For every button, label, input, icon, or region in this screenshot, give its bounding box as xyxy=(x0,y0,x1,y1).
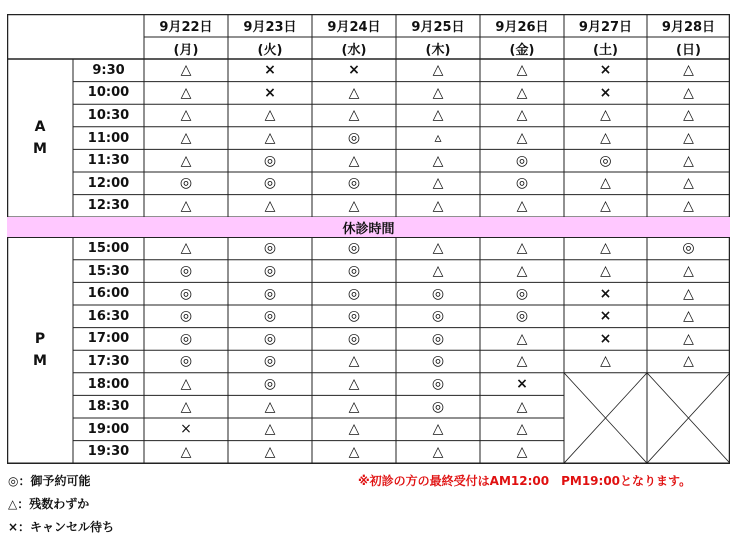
availability-cell: ◎ xyxy=(431,398,445,415)
availability-cell: △ xyxy=(432,443,444,460)
availability-cell: ◎ xyxy=(263,240,277,257)
time-slot-label: 11:00 xyxy=(87,130,130,146)
availability-cell: × xyxy=(599,62,612,79)
availability-cell: △ xyxy=(600,263,611,280)
availability-cell: ◎ xyxy=(682,240,695,257)
availability-cell: △ xyxy=(348,376,360,393)
legend-available: ◎：御予約可能 xyxy=(8,474,91,488)
am-period-label xyxy=(7,59,73,217)
availability-cell: △ xyxy=(516,398,528,415)
availability-cell: △ xyxy=(516,240,528,257)
availability-cell: △ xyxy=(600,353,611,370)
availability-cell: △ xyxy=(683,130,694,147)
availability-cell: △ xyxy=(683,84,694,101)
availability-cell: △ xyxy=(180,443,192,460)
availability-cell: ◎ xyxy=(347,240,361,257)
availability-cell: × xyxy=(264,84,276,101)
availability-cell: △ xyxy=(180,130,192,147)
availability-cell: △ xyxy=(600,197,611,214)
availability-cell: △ xyxy=(348,84,360,101)
time-slot-label: 9:30 xyxy=(92,62,125,78)
availability-cell: △ xyxy=(264,398,276,415)
time-slot-label: 11:30 xyxy=(87,153,130,169)
availability-cell: ◎ xyxy=(263,175,277,192)
availability-cell: △ xyxy=(683,197,694,214)
availability-cell: ◎ xyxy=(263,330,277,347)
period-letter: M xyxy=(33,353,47,370)
availability-cell: △ xyxy=(683,285,694,302)
period-letter: M xyxy=(33,141,47,158)
availability-cell: ◎ xyxy=(431,353,445,370)
availability-cell: ◎ xyxy=(431,285,445,302)
availability-cell: △ xyxy=(516,197,528,214)
availability-cell: ◎ xyxy=(347,285,361,302)
availability-cell: △ xyxy=(683,152,694,169)
availability-cell: ◎ xyxy=(515,152,529,169)
time-slot-label: 16:00 xyxy=(87,286,130,302)
availability-cell: △ xyxy=(683,353,694,370)
availability-cell: ▵ xyxy=(434,130,442,147)
availability-cell: △ xyxy=(348,107,360,124)
availability-cell: △ xyxy=(600,175,611,192)
day-weekday-header: (土) xyxy=(593,42,618,58)
availability-cell: △ xyxy=(683,330,694,347)
day-weekday-header: (水) xyxy=(341,42,367,58)
day-date-header: 9月24日 xyxy=(327,20,381,35)
time-slot-label: 12:30 xyxy=(87,198,130,214)
availability-cell: ◎ xyxy=(515,308,529,325)
day-weekday-header: (火) xyxy=(257,42,283,58)
availability-cell: △ xyxy=(600,240,611,257)
period-letter: A xyxy=(34,119,46,136)
availability-cell: ◎ xyxy=(347,330,361,347)
availability-cell: △ xyxy=(516,263,528,280)
availability-cell: × xyxy=(348,62,360,79)
availability-cell: △ xyxy=(348,353,360,370)
availability-cell: △ xyxy=(683,263,694,280)
day-date-header: 9月22日 xyxy=(159,20,213,35)
availability-cell: ◎ xyxy=(431,308,445,325)
availability-cell: × xyxy=(599,285,612,302)
time-slot-label: 12:00 xyxy=(87,175,130,191)
availability-cell: ◎ xyxy=(347,308,361,325)
availability-cell: ◎ xyxy=(431,376,445,393)
availability-cell: × xyxy=(599,84,612,101)
time-slot-label: 15:30 xyxy=(87,263,130,279)
availability-cell: △ xyxy=(432,240,444,257)
availability-cell: △ xyxy=(516,107,528,124)
day-date-header: 9月28日 xyxy=(661,20,716,35)
availability-cell: △ xyxy=(432,175,444,192)
availability-cell: ◎ xyxy=(431,330,445,347)
availability-cell: ◎ xyxy=(179,353,193,370)
availability-cell: ◎ xyxy=(263,285,277,302)
day-date-header: 9月26日 xyxy=(495,20,549,35)
availability-cell: △ xyxy=(180,84,192,101)
availability-cell: △ xyxy=(600,107,611,124)
availability-cell: △ xyxy=(180,197,192,214)
time-slot-label: 15:00 xyxy=(87,240,130,256)
availability-cell: △ xyxy=(432,152,444,169)
availability-cell: ◎ xyxy=(263,152,277,169)
availability-cell: △ xyxy=(516,353,528,370)
availability-cell: △ xyxy=(683,175,694,192)
availability-cell: △ xyxy=(432,84,444,101)
availability-cell: △ xyxy=(432,263,444,280)
availability-cell: △ xyxy=(683,62,694,79)
availability-cell: △ xyxy=(180,240,192,257)
availability-cell: ◎ xyxy=(347,130,361,147)
time-slot-label: 10:00 xyxy=(87,85,130,101)
availability-cell: △ xyxy=(348,421,360,438)
day-weekday-header: (木) xyxy=(425,42,451,58)
availability-cell: △ xyxy=(516,421,528,438)
availability-cell: ◎ xyxy=(263,353,277,370)
availability-cell: ◎ xyxy=(263,263,277,280)
availability-cell: ◎ xyxy=(347,175,361,192)
availability-cell: × xyxy=(599,308,612,325)
availability-cell: △ xyxy=(264,421,276,438)
availability-cell: △ xyxy=(348,197,360,214)
availability-cell: ◎ xyxy=(515,285,529,302)
day-date-header: 9月25日 xyxy=(411,20,465,35)
legend-few-left: △：残数わずか xyxy=(8,497,90,511)
availability-cell: △ xyxy=(683,308,694,325)
period-letter: P xyxy=(34,331,46,348)
day-weekday-header: (金) xyxy=(509,42,535,58)
availability-cell: × xyxy=(180,421,192,438)
availability-cell: ◎ xyxy=(263,308,277,325)
availability-cell: ◎ xyxy=(515,175,529,192)
availability-cell: △ xyxy=(348,152,360,169)
time-slot-label: 17:00 xyxy=(87,331,130,347)
availability-cell: ◎ xyxy=(179,175,193,192)
time-slot-label: 19:30 xyxy=(87,444,130,460)
availability-cell: △ xyxy=(516,443,528,460)
time-slot-label: 18:30 xyxy=(87,399,130,415)
availability-cell: △ xyxy=(516,130,528,147)
availability-cell: ◎ xyxy=(347,263,361,280)
day-date-header: 9月27日 xyxy=(578,20,633,35)
availability-cell: ◎ xyxy=(263,376,277,393)
pm-period-label xyxy=(7,237,73,463)
availability-cell: ◎ xyxy=(179,285,193,302)
availability-cell: △ xyxy=(516,62,528,79)
availability-cell: ◎ xyxy=(599,152,612,169)
day-weekday-header: (月) xyxy=(173,42,199,58)
availability-cell: △ xyxy=(348,398,360,415)
time-slot-label: 10:30 xyxy=(87,107,130,123)
availability-cell: △ xyxy=(264,107,276,124)
availability-cell: ◎ xyxy=(179,330,193,347)
availability-cell: △ xyxy=(516,330,528,347)
availability-cell: × xyxy=(599,330,612,347)
availability-cell: ◎ xyxy=(179,308,193,325)
availability-cell: △ xyxy=(180,152,192,169)
day-weekday-header: (日) xyxy=(676,42,701,58)
availability-cell: △ xyxy=(264,130,276,147)
time-slot-label: 17:30 xyxy=(87,353,130,369)
schedule-table xyxy=(7,14,730,468)
availability-cell: × xyxy=(264,62,276,79)
availability-cell: △ xyxy=(180,376,192,393)
availability-cell: △ xyxy=(264,197,276,214)
availability-cell: △ xyxy=(516,84,528,101)
availability-cell: △ xyxy=(348,443,360,460)
legend-waitlist: ×：キャンセル待ち xyxy=(8,520,115,534)
availability-cell: △ xyxy=(264,443,276,460)
time-slot-label: 18:00 xyxy=(87,376,130,392)
time-slot-label: 16:30 xyxy=(87,308,130,324)
break-time-band: 休診時間 xyxy=(7,217,730,237)
availability-cell: △ xyxy=(683,107,694,124)
first-visit-note: ※初診の方の最終受付はAM12:00 PM19:00となります。 xyxy=(358,474,692,488)
day-date-header: 9月23日 xyxy=(243,20,297,35)
availability-cell: △ xyxy=(432,107,444,124)
time-slot-label: 19:00 xyxy=(87,421,130,437)
availability-cell: × xyxy=(516,376,528,393)
availability-cell: △ xyxy=(180,62,192,79)
availability-cell: △ xyxy=(600,130,611,147)
availability-cell: △ xyxy=(432,421,444,438)
availability-cell: △ xyxy=(180,398,192,415)
availability-cell: △ xyxy=(432,62,444,79)
availability-cell: △ xyxy=(180,107,192,124)
availability-cell: △ xyxy=(432,197,444,214)
availability-cell: ◎ xyxy=(179,263,193,280)
